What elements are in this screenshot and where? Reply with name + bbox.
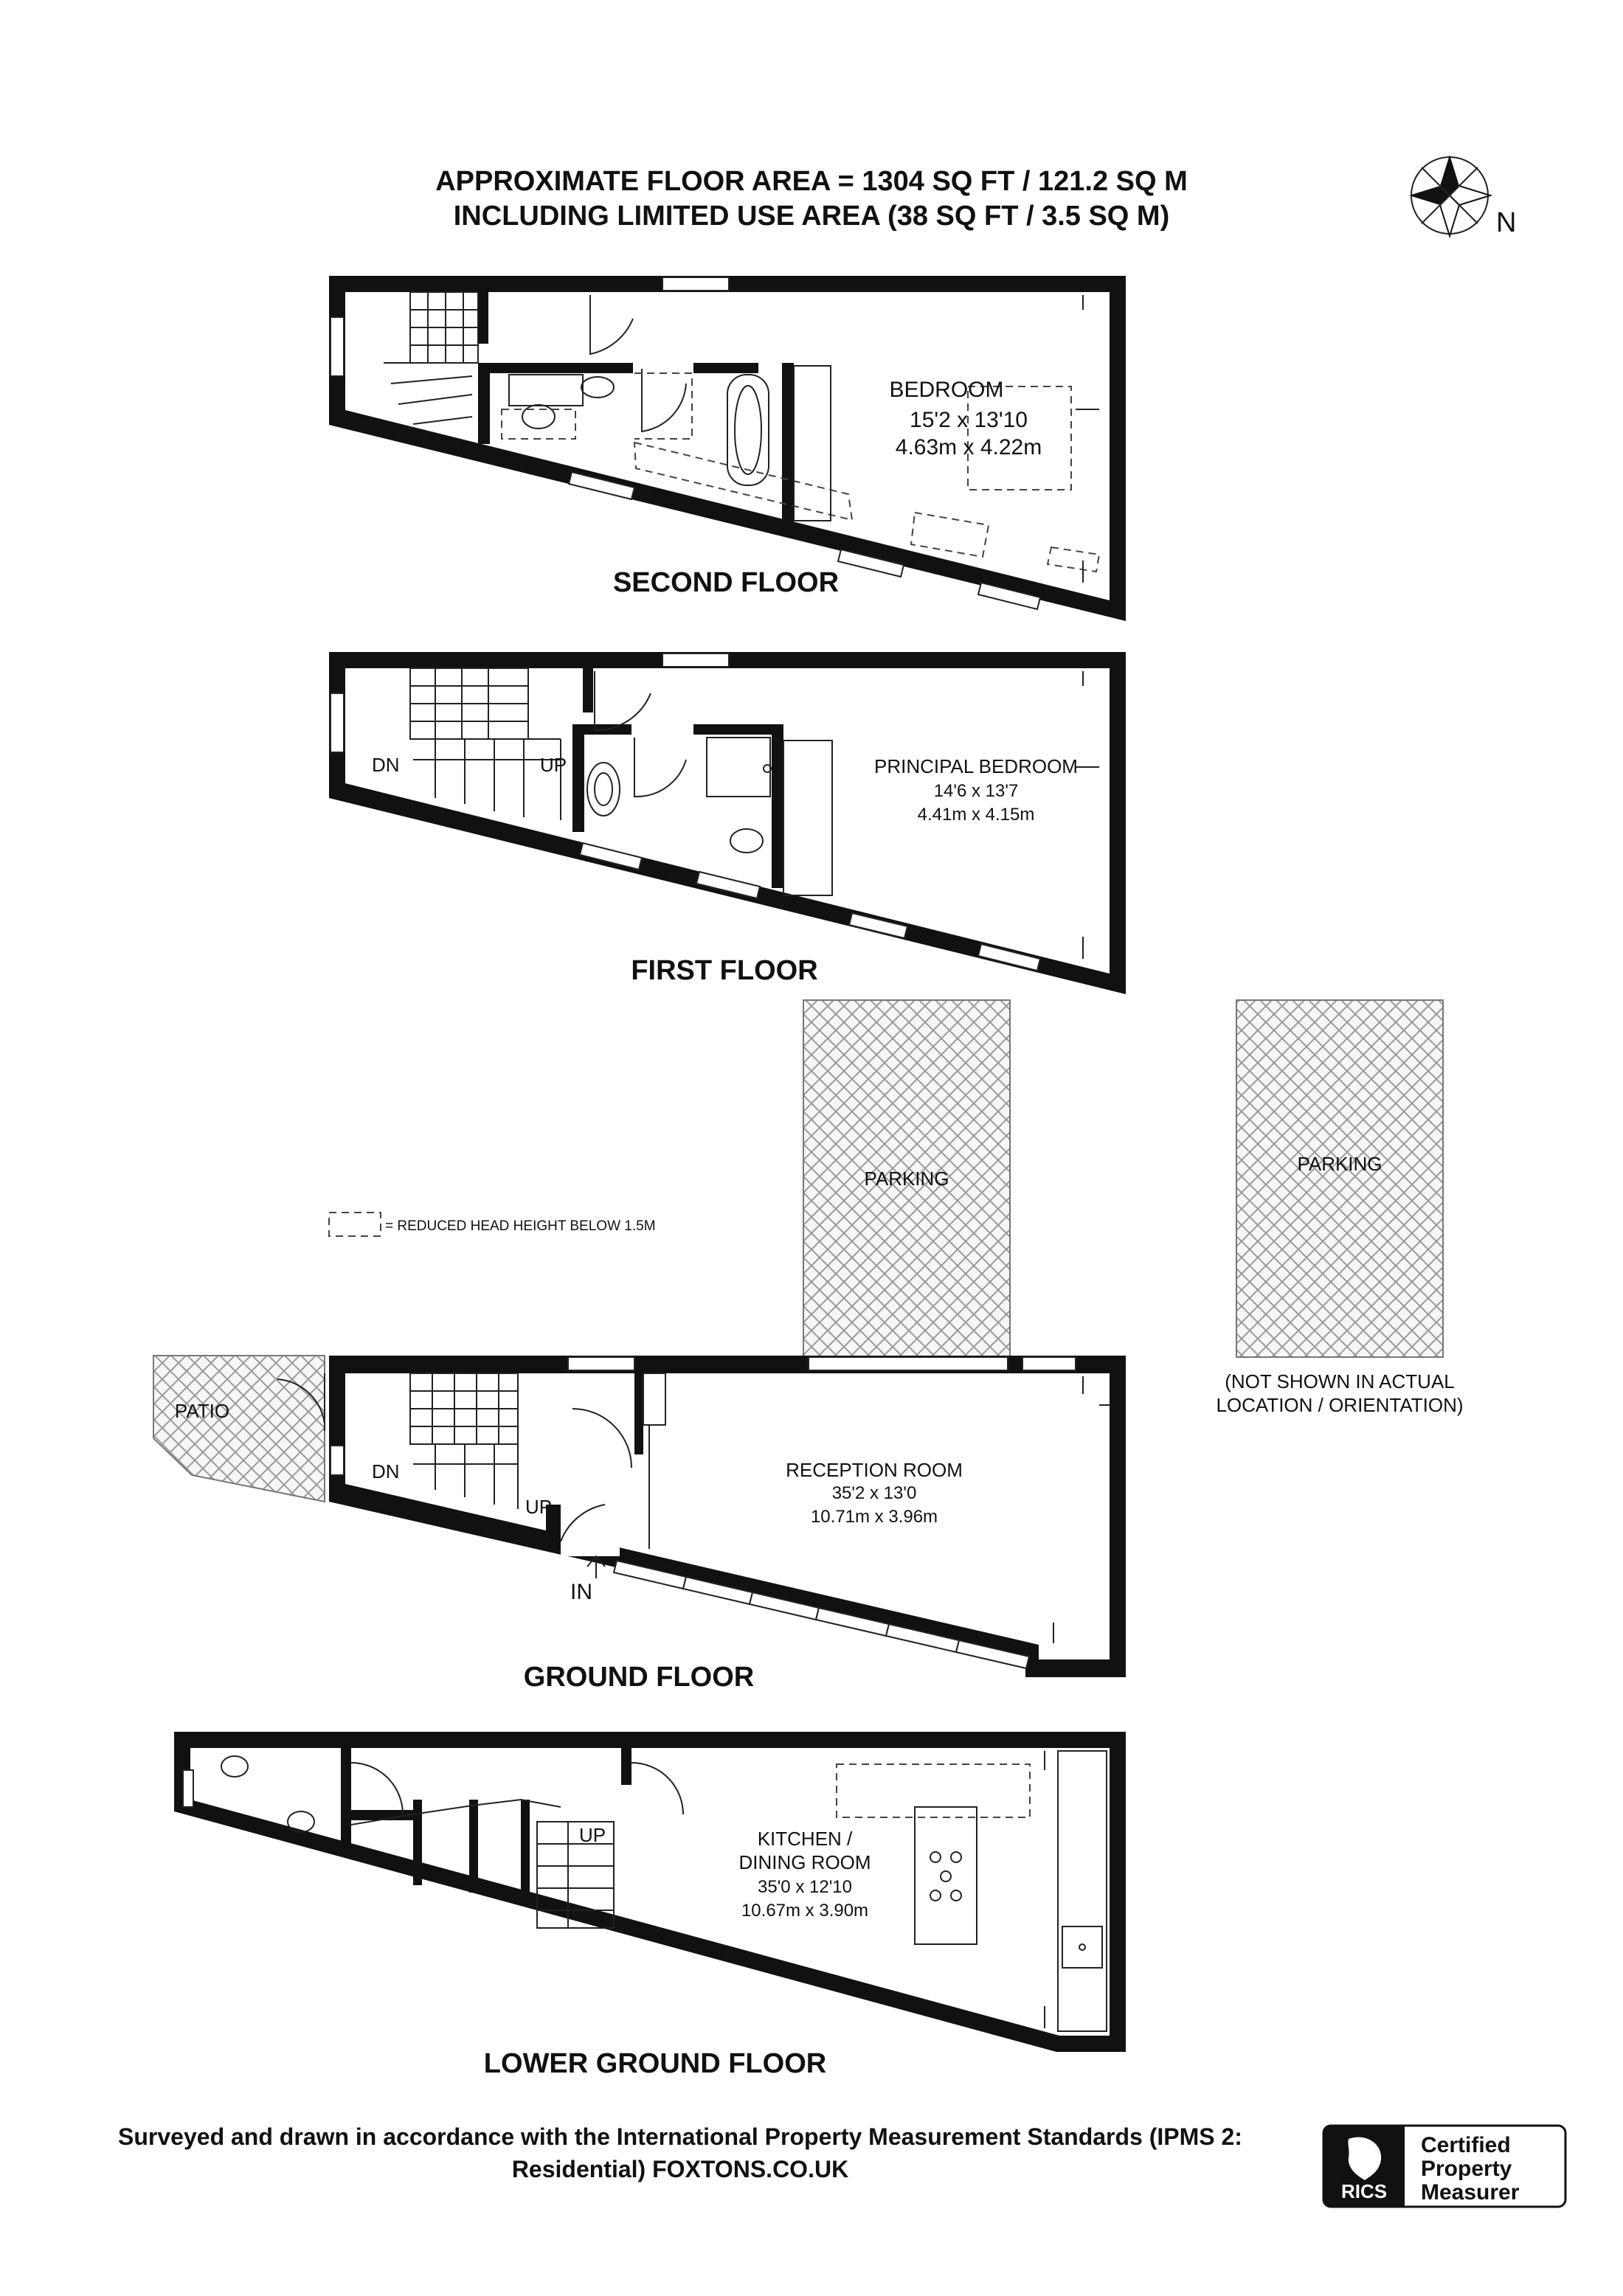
first-floor-title: FIRST FLOOR [631, 955, 818, 986]
limited-use-area-heading: INCLUDING LIMITED USE AREA (38 SQ FT / 3.5 SQ M) [453, 201, 1170, 232]
lower-ground-floor-title: LOWER GROUND FLOOR [483, 2048, 827, 2079]
first-floor-dn-label: DN [372, 754, 400, 776]
parking-note-line1: (NOT SHOWN IN ACTUAL [1225, 1370, 1455, 1392]
lower-ground-room-name-2: DINING ROOM [738, 1851, 871, 1873]
parking-detached-label: PARKING [1297, 1153, 1383, 1175]
ground-floor-dn-label: DN [372, 1460, 400, 1482]
rics-wordmark: RICS [1340, 2180, 1388, 2202]
first-floor-up-label: UP [540, 754, 567, 776]
patio-label: PATIO [174, 1400, 230, 1422]
reduced-head-height-legend-swatch [329, 1213, 381, 1236]
parking-main-label: PARKING [864, 1168, 949, 1190]
ground-floor-room-imperial: 35'2 x 13'0 [831, 1483, 917, 1503]
ground-floor-room-metric: 10.71m x 3.96m [810, 1507, 938, 1527]
first-floor-room-imperial: 14'6 x 13'7 [933, 781, 1019, 801]
badge-property: Property [1421, 2157, 1512, 2181]
second-floor-title: SECOND FLOOR [612, 567, 840, 598]
parking-note-line2: LOCATION / ORIENTATION) [1216, 1394, 1464, 1416]
second-floor-room-name: BEDROOM [889, 378, 1004, 402]
survey-statement-line2: Residential) FOXTONS.CO.UK [511, 2156, 849, 2182]
first-floor-room-metric: 4.41m x 4.15m [917, 805, 1035, 825]
ground-floor-up-label: UP [525, 1496, 553, 1518]
compass-icon [1409, 155, 1490, 236]
ground-floor-room-name: RECEPTION ROOM [786, 1459, 963, 1481]
second-floor-room-imperial: 15'2 x 13'10 [910, 408, 1028, 432]
second-floor-room-metric: 4.63m x 4.22m [895, 435, 1042, 459]
north-label: N [1496, 207, 1517, 238]
lower-ground-up-label: UP [579, 1824, 606, 1846]
lower-ground-floor-plan [174, 1732, 1126, 2052]
survey-statement-line1: Surveyed and drawn in accordance with the International Property Measurement Standards (IPMS 2: [118, 2123, 1242, 2150]
entrance-label: IN [570, 1580, 592, 1604]
lower-ground-room-imperial: 35'0 x 12'10 [758, 1877, 852, 1897]
reduced-head-height-legend-text: = REDUCED HEAD HEIGHT BELOW 1.5M [385, 1218, 656, 1234]
lower-ground-room-name-1: KITCHEN / [757, 1828, 853, 1850]
badge-certified: Certified [1421, 2133, 1511, 2157]
ground-floor-plan [153, 1356, 1126, 1677]
patio-area [153, 1356, 325, 1502]
badge-measurer: Measurer [1421, 2180, 1520, 2205]
ground-floor-title: GROUND FLOOR [523, 1662, 755, 1693]
first-floor-room-name: PRINCIPAL BEDROOM [874, 755, 1078, 777]
lower-ground-room-metric: 10.67m x 3.90m [741, 1901, 869, 1921]
floor-area-heading: APPROXIMATE FLOOR AREA = 1304 SQ FT / 121.2 SQ M [435, 166, 1188, 197]
parking-area-detached [1236, 1000, 1443, 1357]
